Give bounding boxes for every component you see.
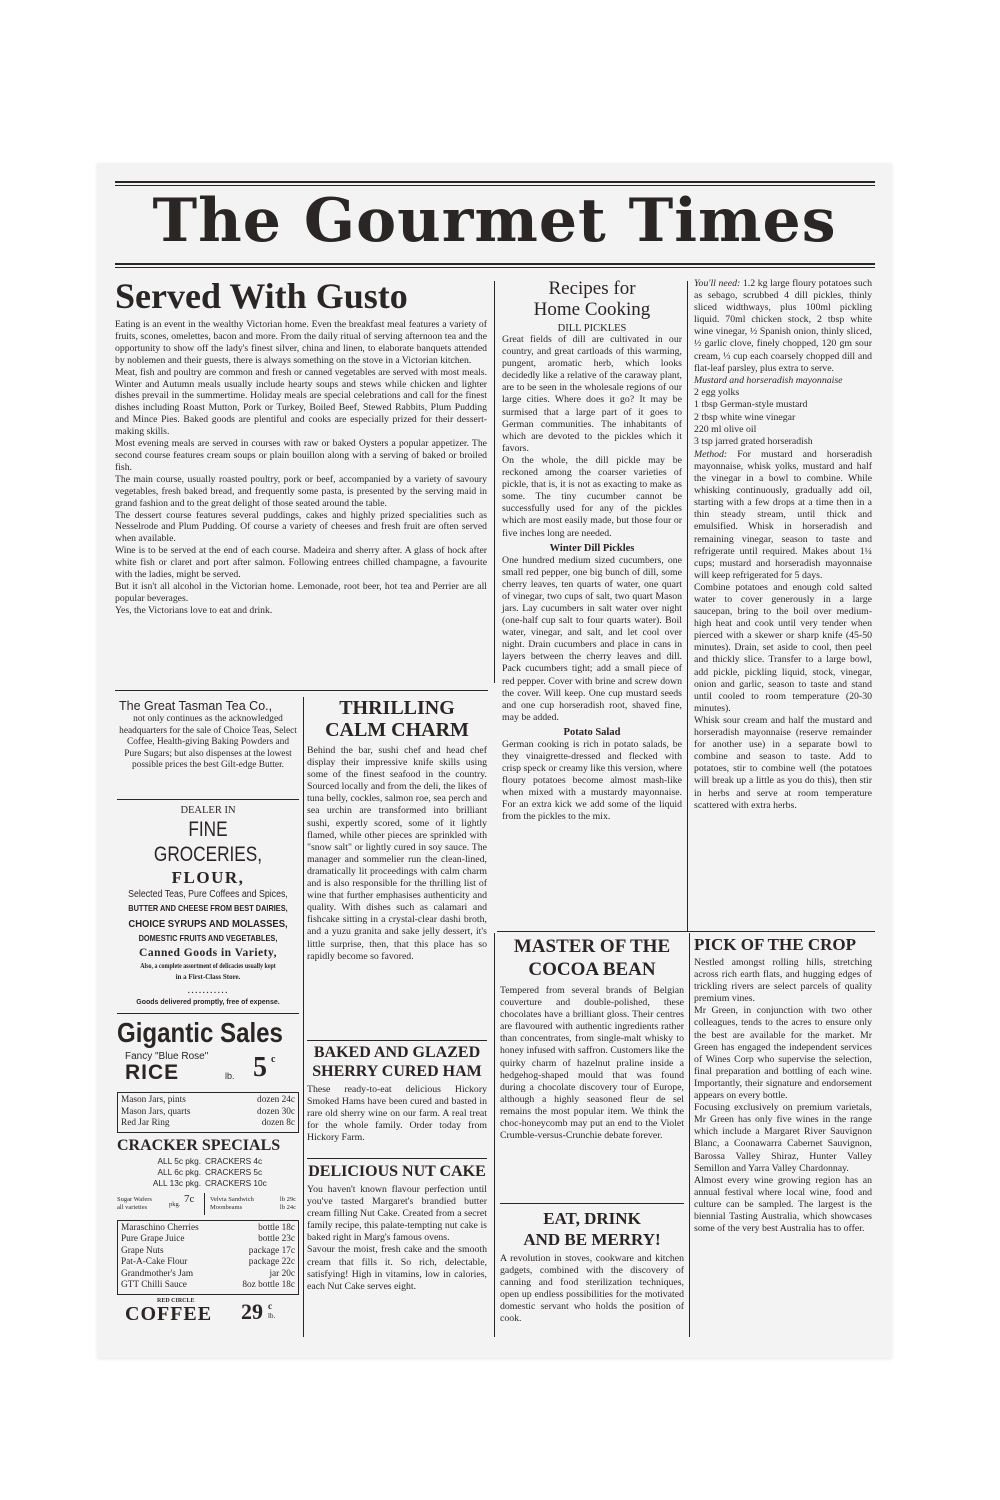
recipes-article bbox=[502, 278, 682, 824]
ingredient-list bbox=[694, 387, 872, 449]
grocery-item: Maraschino Cherries bbox=[121, 1222, 199, 1233]
winter-dill-body: One hundred medium sized cucumbers, one small red pepper, one big bunch of dill, some cherry leaves, ten quarts of water, one quart of vinegar, two cups of salt, two quart Mason jars. Lay cucumbers in salt water over night (one-half cup salt to four quarts water). Boil water, vinegar, and salt, and let cool over night. Drain cucumbers and place in cans in layers between the cherry leaves and dill. Pack cucumbers tight; add a small piece of red pepper. Cover with brine and screw down the cover. Will keep. One cup mustard seeds and one cup horseradish root, shaved fine, may be added. bbox=[502, 554, 682, 723]
mayo-heading: Mustard and horseradish mayonnaise bbox=[694, 374, 843, 386]
ingredient-item: 2 egg yolks bbox=[694, 386, 740, 398]
cracker-price: CRACKERS 4c bbox=[205, 1155, 263, 1166]
dill-pickles-body bbox=[502, 334, 682, 540]
grocery-price: 8oz bottle 18c bbox=[242, 1280, 295, 1291]
cracker-row bbox=[143, 1178, 299, 1189]
wafers-divider bbox=[204, 1193, 205, 1215]
coffee-brand: RED CIRCLE bbox=[157, 1298, 195, 1305]
grocery-item: Pat-A-Cake Flour bbox=[121, 1257, 188, 1268]
crop-title: PICK OF THE CROP bbox=[694, 935, 856, 954]
tasman-text: not only continues as the acknowledged headquarters for the sale of Choice Teas, Select Coffee, Health-giving Baking Powders and Pure Sugars; but also dispenses at the lowest possible prices the best Gilt-edge Butter. bbox=[119, 714, 297, 771]
cocoa-body: Tempered from several brands of Belgian couverture and double-polished, these chocolates have a brilliant gloss. Their centres are flavoured with authentic ingredients rather than concentrates, from single-malt whisky to honey infused with saffron. Customers like the quirky charm of hazelnut praline inside a hedgehog-shaped mould that was found during a chocolate discovery tour of Europe, although a highly seasoned fleur de sel remains the most popular item. We think the choc-honeycomb may put an end to the Violet Crumble-versus-Crunchie debate forever. bbox=[500, 985, 684, 1142]
velvia-list bbox=[210, 1196, 296, 1212]
grocer-dots: ........... bbox=[187, 984, 229, 996]
thrilling-body: Behind the bar, sushi chef and head chef display their impressive knife skills using some of the finest seafood in the country. Sourced locally and from the deli, the likes of tuna belly, cockles, salmon roe, sea perch and sea urchin are transformed into brilliant sushi, expertly scored, some of it lightly flamed, while other pieces are sprinkled with "snow salt" or lightly cured in soy sauce. The manager and sommelier run the clean-lined, dramatically lit proceedings with calm charm and is also responsible for the thrilling list of wine that further emphasises authenticity and quality. With dishes such as calamari and fishcake sitting in a crystal-clear dashi broth, and a yuzu granita and sake jelly dessert, it's little surprise, then, that this place has so rapidly become so favored. bbox=[307, 745, 487, 962]
cracker-row bbox=[143, 1156, 299, 1167]
method-paragraph: Whisk sour cream and half the mustard and horseradish mayonnaise (reserve remainder for another use) in a separate bowl to combine and season to taste. Add to potatoes, stir to combine well (the potatoes will break up a little as you do this), then stir in herbs and serve at room temperature scattered with extra herbs. bbox=[694, 714, 872, 811]
dill-paragraph: Great fields of dill are cultivated in our country, and great cartloads of this warming, pungent, aromatic herb, which looks decidedly like a relative of the caraway plant, are to be seen in the wholesale regions of our large cities. Where does it go? It may be surmised that a large part of it goes to German communities. The inhabitants of which are devoted to the pickles which it favors. bbox=[502, 334, 682, 454]
method-paragraph: Combine potatoes and enough cold salted water to cover generously in a large saucepan, bring to the boil over medium-high heat and cook until very tender when pierced with a skewer or sharp knife (45-50 minutes). Drain, set aside to cool, then peel and thickly slice. Transfer to a large bowl, add pickle, pickling liquid, stock, vinegar, onion and garlic, season to taste and stand until cooled to room temperature (20-30 minutes). bbox=[694, 581, 872, 714]
gusto-paragraph: Most evening meals are served in courses with raw or baked Oysters a popular appetizer. The second course features cream soups or plain bouillon along with a serving of baked or broiled fish. bbox=[115, 438, 487, 473]
cracker-price: CRACKERS 10c bbox=[205, 1177, 267, 1188]
rice-label: RICE bbox=[125, 1061, 180, 1084]
sales-title: Gigantic Sales bbox=[117, 1017, 283, 1048]
grocery-item: GTT Chilli Sauce bbox=[121, 1280, 187, 1291]
section-rule bbox=[500, 1203, 684, 1204]
merry-body: A revolution in stoves, cookware and kitchen gadgets, combined with the discovery of canning and food sterilization techniques, open up endless possibilities for the motivated domestic servant who holds the position of cook. bbox=[500, 1253, 684, 1325]
rice-offer bbox=[117, 1049, 299, 1089]
gusto-paragraph: But it isn't all alcohol in the Victorian home. Lemonade, root beer, hot tea and Perrier are all popular beverages. bbox=[115, 580, 487, 604]
column-divider bbox=[689, 933, 690, 1337]
coffee-price: 29 bbox=[241, 1299, 263, 1325]
gusto-article bbox=[115, 276, 487, 617]
grocer-flour: FLOUR, bbox=[171, 868, 245, 887]
jars-row bbox=[121, 1095, 295, 1107]
section-rule bbox=[307, 1040, 487, 1041]
moonbeams-price: lb 24c bbox=[279, 1203, 296, 1211]
grocery-item: Pure Grape Juice bbox=[121, 1234, 185, 1245]
coffee-lb: lb. bbox=[268, 1312, 276, 1321]
coffee-offer bbox=[117, 1297, 299, 1327]
sugar-line2: all varieties bbox=[117, 1203, 148, 1211]
recipe-continued-article bbox=[694, 278, 872, 812]
section-rule bbox=[115, 690, 488, 691]
grocery-row bbox=[121, 1269, 295, 1281]
need-label: You'll need: bbox=[694, 278, 741, 289]
masthead-bottom-rule-thin bbox=[115, 267, 875, 268]
coffee-cents: c bbox=[268, 1301, 272, 1312]
nut-cake-paragraph: Savour the moist, fresh cake and the smooth cream that fills it. So rich, delectable, satisfying! High in vitamins, low in calories, each Nut Cake serves eight. bbox=[307, 1244, 487, 1292]
jars-item: Red Jar Ring bbox=[121, 1118, 170, 1128]
velvia-item: Velvia Sandwich bbox=[210, 1195, 254, 1203]
rice-lb: lb. bbox=[225, 1071, 235, 1081]
velvia-price: lb 29c bbox=[279, 1195, 296, 1203]
crop-article bbox=[694, 935, 872, 1235]
ad-divider bbox=[117, 799, 299, 800]
grocer-ad bbox=[117, 804, 299, 1009]
recipes-title-line1: Recipes for bbox=[548, 278, 636, 299]
section-rule bbox=[497, 931, 875, 932]
grocery-row bbox=[121, 1257, 295, 1269]
gusto-paragraph: Eating is an event in the wealthy Victorian home. Even the breakfast meal features a variety of fruits, scones, omelettes, bacon and more. From the daily ritual of serving afternoon tea and the opportunity to show off the lady's finest silver, china and linen, to elaborate banquets attended by noblemen and their guests, there is always something on the stove in a Victorian kitchen. bbox=[115, 319, 487, 366]
section-rule bbox=[307, 1158, 487, 1159]
method-body: For mustard and horseradish mayonnaise, whisk yolks, mustard and half the vinegar in a bowl to combine. While whisking continuously, gradually add oil, starting with a few drops at a time then in a thin steady stream, until thick and emulsified. Whisk in horseradish and remaining vinegar, season to taste and refrigerate until required. Makes about 1¼ cups; mustard and horseradish mayonnaise will keep refrigerated for 5 days. bbox=[694, 448, 872, 581]
jars-price: dozen 30c bbox=[257, 1106, 295, 1117]
grocery-item: Grape Nuts bbox=[121, 1245, 164, 1256]
rice-price: 5 bbox=[253, 1052, 267, 1083]
cracker-price: CRACKERS 5c bbox=[205, 1166, 263, 1177]
rice-cents: c bbox=[271, 1054, 276, 1065]
tasman-title: The Great Tasman Tea Co., bbox=[119, 699, 273, 713]
grocery-price: bottle 23c bbox=[258, 1234, 295, 1245]
recipes-title-line2: Home Cooking bbox=[533, 299, 651, 320]
winter-dill-heading: Winter Dill Pickles bbox=[549, 542, 635, 554]
coffee-label: COFFEE bbox=[125, 1303, 213, 1326]
ingredient-item: 1 tbsp German-style mustard bbox=[694, 399, 808, 411]
tasman-tea-ad bbox=[119, 699, 297, 772]
ad-divider bbox=[117, 1013, 299, 1014]
masthead-title: The Gourmet Times bbox=[152, 186, 837, 256]
ingredient-item: 220 ml olive oil bbox=[694, 424, 757, 436]
sugar-pkg: pkg. bbox=[169, 1200, 181, 1208]
recipe-need bbox=[694, 278, 872, 375]
crop-body bbox=[694, 957, 872, 1235]
grocery-row bbox=[121, 1223, 295, 1235]
gusto-paragraph: The main course, usually roasted poultry, pork or beef, accompanied by a variety of savoury vegetables, fresh baked bread, and frequently some pasta, is presented by the serving maid in grand fashion and to the great delight of those seated around the table. bbox=[115, 473, 487, 509]
gusto-paragraph: Meat, fish and poultry are common and fresh or canned vegetables are served with most meals. Winter and Autumn meals usually include hearty soups and stews while chicken and lighter dishes prevail in the summertime. Holiday meals are special celebrations and call for the finest dishes including Roast Mutton, Pork or Turkey, Boiled Beef, Stewed Rabbits, Plum Pudding and Mince Pies. Baked goods are plentiful and cooks are especially prized for their dessert-making skills. bbox=[115, 366, 487, 438]
grocer-line6: Also, a complete assortment of delicacies usually kept bbox=[140, 962, 276, 970]
merry-article bbox=[500, 1208, 684, 1326]
jars-item: Mason Jars, quarts bbox=[121, 1106, 191, 1117]
gusto-paragraph: The dessert course features several puddings, cakes and highly prized specialities such as Nesselrode and Plum Pudding. Of course a variety of cheeses and fresh fruit are often served when available. bbox=[115, 509, 487, 545]
gusto-body bbox=[115, 319, 487, 617]
cracker-pkg: ALL 13c pkg. bbox=[152, 1177, 201, 1188]
grocery-price: package 22c bbox=[248, 1257, 295, 1268]
jars-price: dozen 24c bbox=[257, 1095, 295, 1105]
grocery-prices-table bbox=[117, 1220, 299, 1296]
ham-body: These ready-to-eat delicious Hickory Smoked Hams have been cured and basted in rare old sherry wine on our farm. A real treat for the whole family. Order today from Hickory Farm. bbox=[307, 1084, 487, 1144]
method-text bbox=[694, 449, 872, 582]
column-divider bbox=[494, 933, 495, 1337]
thrilling-article bbox=[307, 697, 487, 963]
potato-salad-heading: Potato Salad bbox=[563, 726, 621, 738]
ham-title-line2: SHERRY CURED HAM bbox=[312, 1063, 482, 1080]
ingredient-item: 3 tsp jarred grated horseradish bbox=[694, 436, 813, 448]
jars-table bbox=[117, 1092, 299, 1133]
nut-cake-paragraph: You haven't known flavour perfection until you've tasted Margaret's brandied butter cream filling Nut Cake. Created from a secret family recipe, this palate-tempting nut cake is baked right in Marg's famous ovens. bbox=[307, 1184, 487, 1244]
grocery-row bbox=[121, 1234, 295, 1246]
ingredient-item: 2 tbsp white wine vinegar bbox=[694, 411, 796, 423]
gusto-paragraph: Yes, the Victorians love to eat and drink. bbox=[115, 604, 273, 616]
column-divider bbox=[303, 697, 304, 1337]
cracker-pkg: ALL 6c pkg. bbox=[157, 1166, 201, 1177]
grocer-line4: DOMESTIC FRUITS AND VEGETABLES, bbox=[138, 934, 278, 943]
cocoa-title-line1: MASTER OF THE bbox=[513, 936, 671, 957]
sugar-price: 7c bbox=[184, 1192, 195, 1205]
ham-title-line1: BAKED AND GLAZED bbox=[313, 1044, 481, 1061]
masthead-bottom-rule bbox=[115, 263, 875, 265]
nut-cake-body bbox=[307, 1184, 487, 1293]
grocer-line2: BUTTER AND CHEESE FROM BEST DAIRIES, bbox=[128, 904, 288, 913]
column-divider bbox=[687, 281, 688, 931]
nut-cake-title: DELICIOUS NUT CAKE bbox=[308, 1163, 486, 1180]
dill-pickles-heading: DILL PICKLES bbox=[557, 323, 627, 334]
grocery-price: bottle 18c bbox=[258, 1222, 295, 1233]
grocery-item: Grandmother's Jam bbox=[121, 1268, 194, 1279]
grocer-footer: Goods delivered promptly, free of expense. bbox=[136, 999, 280, 1006]
jars-row bbox=[121, 1107, 295, 1119]
method-label: Method: bbox=[694, 448, 728, 460]
crop-paragraph: Mr Green, in conjunction with two other colleagues, tends to the acres to ensure only the best are available for the market. Mr Green has engaged the independent services of Wines Corp who supervise the selection, final preparation and bottling of each wine. Importantly, their signature and endorsement appears on every bottle. bbox=[694, 1005, 872, 1102]
velvia-row bbox=[210, 1196, 296, 1204]
need-text: 1.2 kg large floury potatoes such as sebago, scrubbed 4 dill pickles, thinly sliced widthways, plus 100ml pickling liquid. 70ml chicken stock, 2 tbsp white wine vinegar, ½ Spanish onion, thinly sliced, ½ garlic clove, finely chopped, 120 gm sour cream, ⅓ cup each coarsely chopped dill and flat-leaf parsley, plus extra to serve. bbox=[694, 278, 872, 374]
grocer-line1: Selected Teas, Pure Coffees and Spices, bbox=[128, 889, 288, 900]
gusto-title: Served With Gusto bbox=[115, 276, 408, 316]
grocery-row bbox=[121, 1246, 295, 1258]
cocoa-title-line2: COCOA BEAN bbox=[528, 959, 656, 980]
thrilling-title-line1: THRILLING bbox=[339, 697, 455, 719]
grocer-line3: CHOICE SYRUPS AND MOLASSES, bbox=[128, 918, 288, 930]
crop-paragraph: Almost every wine growing region has an annual festival where local wine, food and culture can be sampled. The largest is the biennial Tasting Australia, which showcases some of the very best Australia has to offer. bbox=[694, 1174, 872, 1235]
jars-price: dozen 8c bbox=[261, 1118, 295, 1128]
thrilling-title-line2: CALM CHARM bbox=[325, 719, 469, 741]
grocer-line7: in a First-Class Store. bbox=[175, 973, 241, 981]
cocoa-article bbox=[500, 935, 684, 1142]
cracker-title: CRACKER SPECIALS bbox=[117, 1136, 281, 1154]
moonbeams-item: Moonbeams bbox=[210, 1203, 243, 1211]
dill-paragraph: On the whole, the dill pickle may be reckoned among the coarser varieties of pickle, that is, it is not as exacting to make as some. The tiny cucumber cannot be successfully used for any of the pickles which are most easily made, but those four or five inches long are needed. bbox=[502, 454, 682, 539]
jars-row bbox=[121, 1118, 295, 1130]
nut-cake-article bbox=[307, 1162, 487, 1293]
gusto-paragraph: Wine is to be served at the end of each course. Madeira and sherry after. A glass of hock after white fish or claret and port after salmon. Following entrees chilled champagne, a favourite with the ladies, might be served. bbox=[115, 545, 487, 581]
grocery-price: jar 20c bbox=[269, 1268, 295, 1279]
grocery-row bbox=[121, 1280, 295, 1292]
cracker-row bbox=[143, 1167, 299, 1178]
potato-salad-body: German cooking is rich in potato salads, be they vinaigrette-dressed and flecked with crisp speck or creamy like this version, where floury potatoes become almost mash-like when mixed with a mustardy mayonnaise. For an extra kick we add some of the liquid from the pickles to the mix. bbox=[502, 738, 682, 823]
cracker-list bbox=[117, 1156, 299, 1189]
merry-title-line2: AND BE MERRY! bbox=[523, 1230, 661, 1249]
rice-fancy: Fancy "Blue Rose" bbox=[125, 1051, 209, 1062]
grocery-price: package 17c bbox=[248, 1245, 295, 1256]
crop-paragraph: Nestled amongst rolling hills, stretching across rich earth flats, and hugging edges of trickling rivers are select parcels of quality premium vines. bbox=[694, 957, 872, 1005]
grocer-fine: FINE GROCERIES, bbox=[153, 818, 263, 866]
merry-title-line1: EAT, DRINK bbox=[543, 1209, 641, 1228]
moonbeams-row bbox=[210, 1204, 296, 1212]
crop-paragraph: Focusing exclusively on premium varietals, Mr Green has only five wines in the range which include a Margaret River Sauvignon Blanc, a Coonawarra Cabernet Sauvignon, Barossa Valley Shiraz, Hunter Valley Semillon and Yarra Valley Chardonnay. bbox=[694, 1102, 872, 1174]
cracker-pkg: ALL 5c pkg. bbox=[157, 1155, 201, 1166]
newspaper-sheet bbox=[97, 163, 892, 1358]
ham-article bbox=[307, 1043, 487, 1144]
wafers-offer bbox=[117, 1193, 299, 1217]
gigantic-sales-ad bbox=[117, 1017, 299, 1327]
grocer-dealer: DEALER IN bbox=[180, 805, 236, 816]
grocer-line5: Canned Goods in Variety, bbox=[139, 947, 277, 959]
sugar-line1: Sugar Wafers bbox=[117, 1195, 152, 1203]
column-divider bbox=[494, 281, 495, 683]
jars-item: Mason Jars, pints bbox=[121, 1095, 186, 1105]
sugar-wafers bbox=[117, 1196, 152, 1212]
